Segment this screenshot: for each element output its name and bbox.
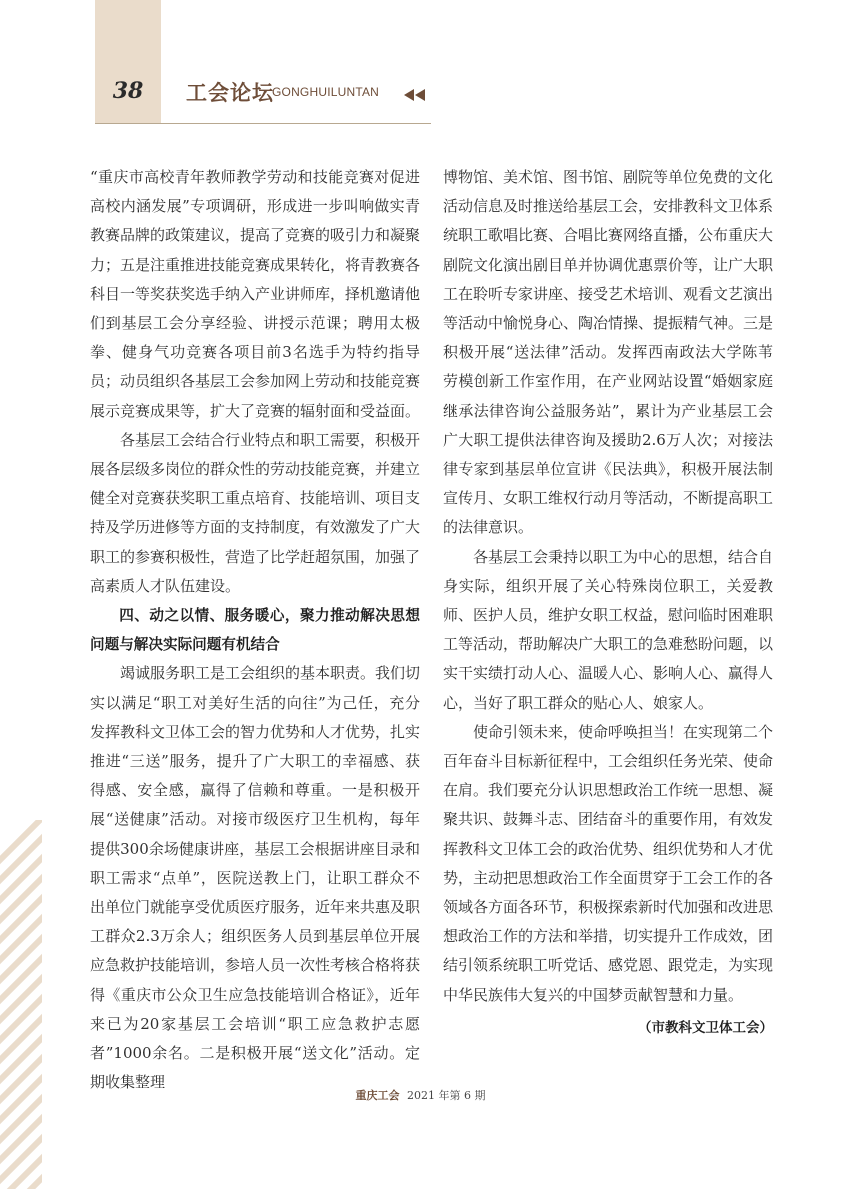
section-subtitle: GONGHUILUNTAN — [272, 85, 380, 99]
page-number: 38 — [112, 78, 144, 104]
author-signature: （市教科文卫体工会） — [638, 1019, 773, 1036]
decorative-stripes — [0, 820, 42, 1189]
left-column — [90, 163, 420, 1098]
left-paragraph-1: “重庆市高校青年教师教学劳动和技能竞赛对促进高校内涵发展”专项调研，形成进一步叫响做实青教赛品牌的政策建议，提高了竞赛的吸引力和凝聚力；五是注重推进技能竞赛成果转化，将青教赛各科目一等奖获奖选手纳入产业讲师库，择机邀请他们到基层工会分享经验、讲授示范课；聘用太极拳、健身气功竞赛各项目前3名选手为特约指导员；动员组织各基层工会参加网上劳动和技能竞赛展示竞赛成果等，扩大了竞赛的辐射面和受益面。 — [90, 168, 421, 420]
right-paragraph-1: 博物馆、美术馆、图书馆、剧院等单位免费的文化活动信息及时推送给基层工会，安排教科文卫体系统职工歌唱比赛、合唱比赛网络直播，公布重庆大剧院文化演出剧目单并协调优惠票价等，让广大职工在聆听专家讲座、接受艺术培训、观看文艺演出等活动中愉悦身心、陶冶情操、提振精气神。三是积极开展“送法律”活动。发挥西南政法大学陈苇劳模创新工作室作用，在产业网站设置“婚姻家庭继承法律咨询公益服务站”，累计为产业基层工会广大职工提供法律咨询及援助2.6万人次；对接法律专家到基层单位宣讲《民法典》，积极开展法制宣传月、女职工维权行动月等活动，不断提高职工的法律意识。 — [443, 168, 774, 537]
page-footer — [0, 1087, 841, 1103]
right-paragraph-2: 各基层工会秉持以职工为中心的思想，结合自身实际，组织开展了关心特殊岗位职工，关爱教师、医护人员，维护女职工权益，慰问临时困难职工等活动，帮助解决广大职工的急难愁盼问题，以实干实绩打动人心、温暖人心、影响人心、赢得人心，当好了职工群众的贴心人、娘家人。 — [443, 547, 774, 712]
right-paragraph-3: 使命引领未来，使命呼唤担当！在实现第二个百年奋斗目标新征程中，工会组织任务光荣、使命在肩。我们要充分认识思想政治工作统一思想、凝聚共识、鼓舞斗志、团结奋斗的重要作用，有效发挥教科文卫体工会的政治优势、组织优势和人才优势，主动把思想政治工作全面贯穿于工会工作的各领域各方面各环节，积极探索新时代加强和改进思想政治工作的方法和举措，切实提升工作成效，团结引领系统职工听党话、感党恩、跟党走，为实现中华民族伟大复兴的中国梦贡献智慧和力量。 — [443, 722, 774, 1004]
double-left-arrow-icon — [404, 89, 426, 101]
section-title: 工会论坛 — [186, 81, 274, 105]
right-column — [443, 163, 773, 1043]
left-paragraph-3: 竭诚服务职工是工会组织的基本职责。我们切实以满足“职工对美好生活的向往”为己任，充分发挥教科文卫体工会的智力优势和人才优势，扎实推进“三送”服务，提升了广大职工的幸福感、获得感、安全感，赢得了信赖和尊重。一是积极开展“送健康”活动。对接市级医疗卫生机构，每年提供300余场健康讲座，基层工会根据讲座目录和职工需求“点单”，医院送教上门，让职工群众不出单位门就能享受优质医疗服务，近年来共惠及职工群众2.3万余人；组织医务人员到基层单位开展应急救护技能培训，参培人员一次性考核合格将获得《重庆市公众卫生应急技能培训合格证》，近年来已为20家基层工会培训“职工应急救护志愿者”1000余名。二是积极开展“送文化”活动。定期收集整理 — [90, 664, 421, 1092]
header-tab — [95, 0, 161, 124]
section-heading: 四、动之以情、服务暖心，聚力推动解决思想问题与解决实际问题有机结合 — [90, 607, 420, 654]
journal-logo: 重庆工会 — [355, 1089, 400, 1102]
issue-label: 2021 年第 6 期 — [407, 1089, 486, 1102]
header-divider — [95, 123, 431, 124]
left-paragraph-2: 各基层工会结合行业特点和职工需要，积极开展各层级多岗位的群众性的劳动技能竞赛，并建立健全对竞赛获奖职工重点培育、技能培训、项目支持及学历进修等方面的支持制度，有效激发了广大职工的参赛积极性，营造了比学赶超氛围，加强了高素质人才队伍建设。 — [90, 430, 421, 595]
